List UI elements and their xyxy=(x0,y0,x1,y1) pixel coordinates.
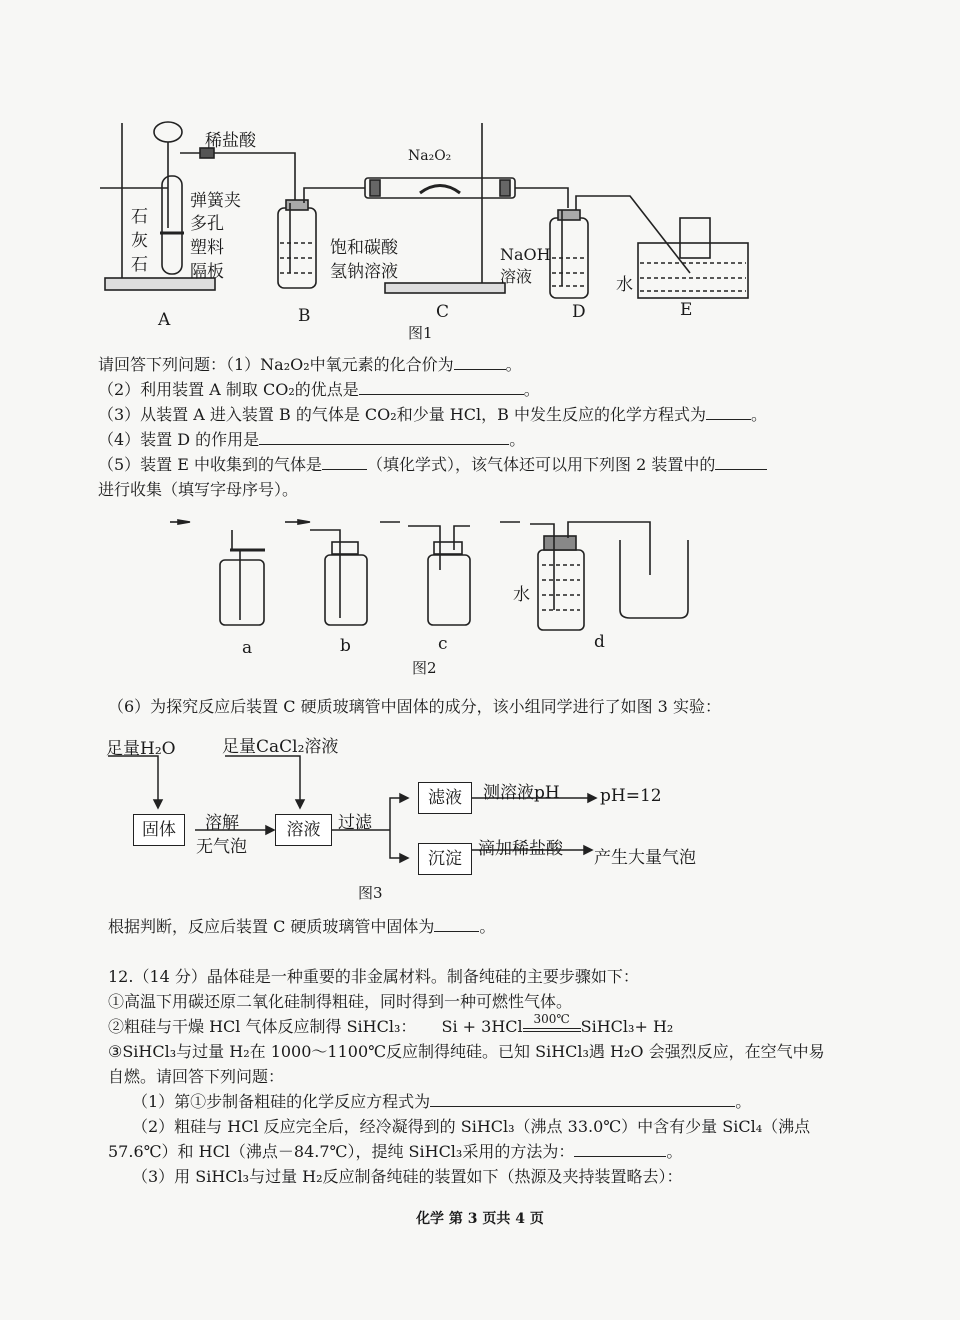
fig3-filtrate: 滤液 xyxy=(428,788,462,808)
porous-plate-line: 塑料 xyxy=(190,238,224,258)
label-water-e: 水 xyxy=(616,275,633,295)
fig3-solution: 溶液 xyxy=(286,820,321,840)
q12-step1 xyxy=(108,989,572,1012)
letter-fig2-c: c xyxy=(438,634,448,654)
answer-blank[interactable] xyxy=(706,405,751,420)
question-tail: 。 xyxy=(505,355,522,374)
q12-step3b-text: 自燃。请回答下列问题： xyxy=(108,1067,285,1086)
page-footer: 化学 第 3 页共 4 页 xyxy=(416,1211,544,1227)
answer-blank[interactable] xyxy=(359,380,524,395)
q12-part2b-text: 57.6℃）和 HCl（沸点－84.7℃），提纯 SiHCl₃采用的方法为： xyxy=(108,1142,575,1161)
label-dilute-hcl: 稀盐酸 xyxy=(205,131,256,151)
answer-blank[interactable] xyxy=(574,1142,666,1157)
nahco3-line: 氢钠溶液 xyxy=(330,262,398,282)
fig3-filter: 过滤 xyxy=(338,813,372,833)
question-5 xyxy=(98,452,767,475)
letter-b: B xyxy=(298,306,311,326)
q12-step3b xyxy=(108,1064,284,1087)
answer-blank[interactable] xyxy=(430,1092,735,1107)
fig3-water: 足量H₂O xyxy=(106,739,176,759)
question-text: （3）从装置 A 进入装置 B 的气体是 CO₂和少量 HCl，B 中发生反应的化学方程式为 xyxy=(98,405,706,424)
figure-3-flow-arrows xyxy=(100,730,660,880)
fig3-solid: 固体 xyxy=(142,820,176,840)
letter-a: A xyxy=(158,310,171,330)
label-nahco3 xyxy=(330,236,398,284)
letter-fig2-d: d xyxy=(594,632,605,652)
question-3 xyxy=(98,402,767,425)
answer-blank[interactable] xyxy=(259,430,509,445)
answer-blank[interactable] xyxy=(322,455,367,470)
q12-part2 xyxy=(132,1114,810,1137)
question-6 xyxy=(108,694,721,717)
fig3-no-bubbles: 无气泡 xyxy=(196,837,247,857)
question-tail: （填化学式），该气体还可以用下列图 2 装置中的 xyxy=(367,455,716,474)
fig3-filtrate-box xyxy=(418,782,472,814)
fig3-precipitate-box xyxy=(418,843,472,875)
porous-plate-line: 多孔 xyxy=(190,214,224,234)
nahco3-line: 饱和碳酸 xyxy=(330,238,398,258)
figure-2-collection xyxy=(170,510,710,635)
question-text: （4）装置 D 的作用是 xyxy=(98,430,260,449)
figure-1-apparatus xyxy=(90,108,750,343)
question-4 xyxy=(98,427,525,450)
fig3-bubbles: 产生大量气泡 xyxy=(594,848,696,868)
equation-right: SiHCl₃+ H₂ xyxy=(580,1017,674,1036)
q12-step1-text: ①高温下用碳还原二氧化硅制得粗硅，同时得到一种可燃性气体。 xyxy=(108,992,573,1011)
question-1 xyxy=(98,352,522,375)
q12-part1-text: （1）第①步制备粗硅的化学反应方程式为 xyxy=(132,1092,431,1111)
q12-step3-text: ③SiHCl₃与过量 H₂在 1000～1100℃反应制得纯硅。已知 SiHCl₃遇 H₂O 会强烈反应，在空气中易 xyxy=(108,1042,825,1061)
q12-intro xyxy=(108,964,639,987)
question-2 xyxy=(98,377,540,400)
label-water-fig2: 水 xyxy=(513,585,530,605)
limestone-char: 灰 xyxy=(131,231,148,251)
answer-blank[interactable] xyxy=(454,355,506,370)
q12-step2-text: ②粗硅与干燥 HCl 气体反应制得 SiHCl₃： xyxy=(108,1017,417,1036)
q12-part3-text: （3）用 SiHCl₃与过量 H₂反应制备纯硅的装置如下（热源及夹持装置略去）： xyxy=(132,1167,683,1186)
answer-blank[interactable] xyxy=(715,455,767,470)
question-tail: 。 xyxy=(509,430,526,449)
label-naoh xyxy=(500,244,551,288)
question-text: 请回答下列问题：（1）Na₂O₂中氧元素的化合价为 xyxy=(98,355,454,374)
q12-step3 xyxy=(108,1039,825,1062)
fig3-solid-box xyxy=(133,814,185,846)
fig3-solution-box xyxy=(275,814,332,846)
label-porous-plate xyxy=(190,212,224,284)
equation-left: Si + 3HCl xyxy=(441,1017,523,1036)
question-tail: 。 xyxy=(523,380,540,399)
fig3-cacl2: 足量CaCl₂溶液 xyxy=(222,737,339,757)
q12-part2b xyxy=(108,1139,682,1162)
fig3-measure-ph: 测溶液pH xyxy=(483,783,560,803)
limestone-char: 石 xyxy=(131,255,148,275)
question-text: 进行收集（填写字母序号）。 xyxy=(98,480,299,499)
question-tail: 。 xyxy=(666,1142,683,1161)
question-text: （2）利用装置 A 制取 CO₂的优点是 xyxy=(98,380,359,399)
figure-3-caption: 图3 xyxy=(358,884,383,902)
question-text: （6）为探究反应后装置 C 硬质玻璃管中固体的成分，该小组同学进行了如图 3 实验： xyxy=(108,697,721,716)
q12-intro-text: 12.（14 分）晶体硅是一种重要的非金属材料。制备纯硅的主要步骤如下： xyxy=(108,967,639,986)
conclusion xyxy=(108,914,495,937)
naoh-line: 溶液 xyxy=(500,267,533,286)
fig3-dissolve: 溶解 xyxy=(205,813,239,833)
fig3-precipitate: 沉淀 xyxy=(428,849,462,869)
letter-c: C xyxy=(436,302,450,322)
q12-part2-text: （2）粗硅与 HCl 反应完全后，经冷凝得到的 SiHCl₃（沸点 33.0℃）中含有少量 SiCl₄（沸点 xyxy=(132,1117,811,1136)
q12-part1 xyxy=(132,1089,751,1112)
question-tail: 。 xyxy=(750,405,767,424)
letter-fig2-b: b xyxy=(340,636,351,656)
porous-plate-line: 隔板 xyxy=(190,262,224,282)
label-na2o2: Na₂O₂ xyxy=(408,148,452,164)
equation-arrow xyxy=(523,1012,581,1032)
label-spring-clip: 弹簧夹 xyxy=(190,191,241,211)
q12-step2 xyxy=(108,1014,673,1037)
limestone-char: 石 xyxy=(131,207,148,227)
fig3-add-hcl: 滴加稀盐酸 xyxy=(478,839,563,859)
answer-blank[interactable] xyxy=(434,917,479,932)
letter-e: E xyxy=(680,300,693,320)
label-limestone xyxy=(131,205,148,277)
letter-fig2-a: a xyxy=(242,638,253,658)
naoh-line: NaOH xyxy=(500,245,551,264)
figure-1-caption: 图1 xyxy=(408,324,433,342)
equation-condition: 300℃ xyxy=(533,1012,570,1026)
question-5-cont xyxy=(98,477,298,500)
question-text: （5）装置 E 中收集到的气体是 xyxy=(98,455,323,474)
question-tail: 。 xyxy=(735,1092,752,1111)
fig3-ph: pH=12 xyxy=(600,786,662,806)
figure-2-caption: 图2 xyxy=(412,659,437,677)
q12-part3 xyxy=(132,1164,683,1187)
question-text: 根据判断，反应后装置 C 硬质玻璃管中固体为 xyxy=(108,917,435,936)
question-tail: 。 xyxy=(479,917,496,936)
letter-d: D xyxy=(572,302,586,322)
